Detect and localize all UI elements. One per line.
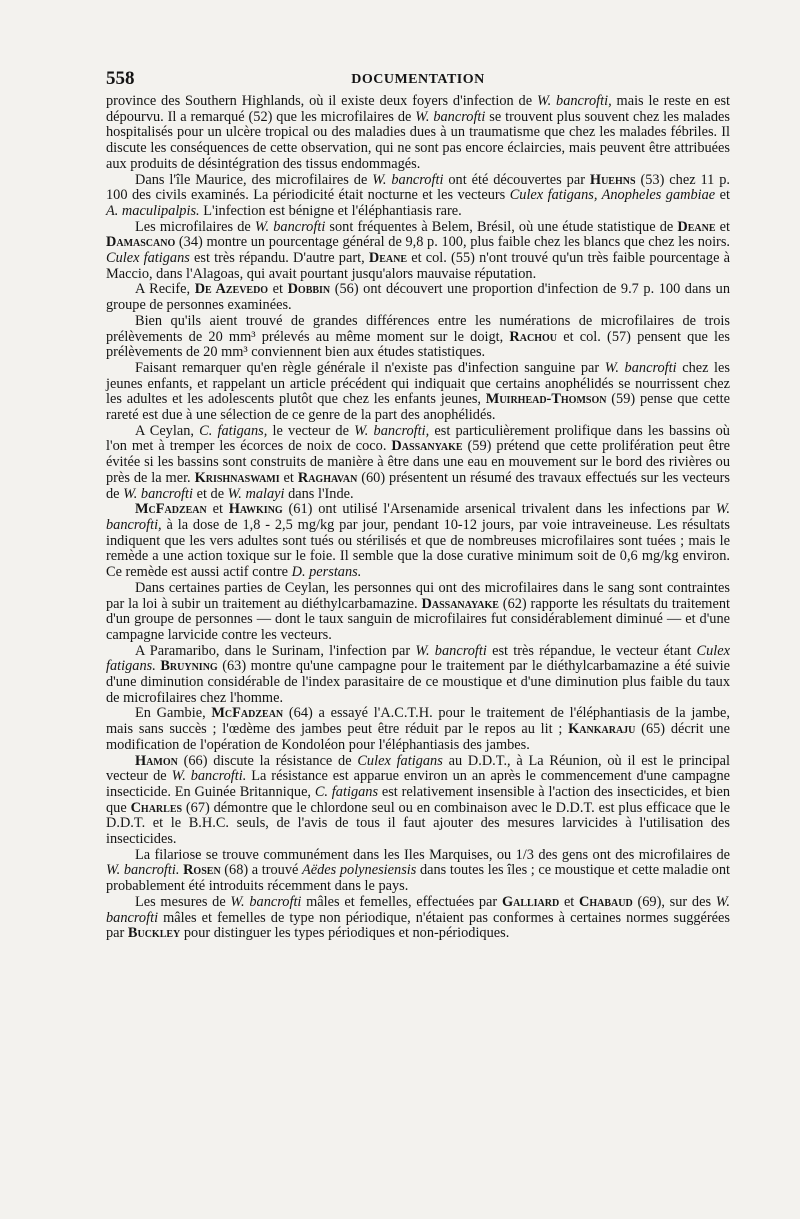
- author-name: Damascano: [106, 234, 176, 251]
- page-header: [106, 66, 730, 94]
- text-run: et col. (55) n'ont trouvé qu'un très faible pourcentage à Maccio, dans l'Alagoas, qui avait pourtant jusqu'alors mauvaise réputation.: [106, 250, 730, 282]
- text-run: (34) montre un pourcentage général de 9,8 p. 100, plus faible chez les blancs que chez les noirs.: [175, 234, 730, 251]
- text-run: (53) chez 11 p. 100 des civils examinés. La périodicité était nocturne et les vecteurs: [106, 171, 730, 204]
- text-run: et de: [193, 485, 228, 502]
- text-run: et: [715, 218, 730, 235]
- italic-text: W. malayi: [227, 485, 285, 502]
- italic-text: W. bancrofti.: [106, 862, 180, 879]
- text-run: (63) montre qu'une campagne pour le traitement par le diéthylcarbamazine a été suivie d'une diminution considérable de l'index parasitaire de ce moustique et d'une diminution plus faible du taux de microfilaires chez l'homme.: [106, 658, 730, 706]
- text-run: le vecteur de: [267, 422, 355, 439]
- text-run: dans l'Inde.: [284, 485, 354, 502]
- body-text: [106, 94, 730, 942]
- italic-text: Culex fatigans.: [106, 642, 730, 675]
- text-run: (66) discute la résistance de: [177, 752, 358, 769]
- paragraph: [106, 754, 730, 848]
- italic-text: W. bancrofti: [604, 359, 677, 376]
- author-name: Bruyning: [160, 658, 218, 675]
- author-name: Raghavan: [297, 469, 358, 486]
- text-run: (60) présentent un résumé des travaux effectués sur les vecteurs de: [106, 469, 730, 502]
- text-run: et: [206, 501, 229, 518]
- author-name: McFadzean: [211, 705, 284, 722]
- page-number: 558: [106, 68, 135, 89]
- text-run: Dans l'île Maurice, des microfilaires de: [135, 171, 373, 188]
- italic-text: Aëdes polynesiensis: [302, 862, 417, 879]
- text-run: province des Southern Highlands, où il existe deux foyers d'infection de: [106, 93, 537, 109]
- running-title: DOCUMENTATION: [351, 72, 485, 87]
- text-run: A Ceylan,: [135, 422, 200, 439]
- paragraph: [106, 706, 730, 753]
- italic-text: W. bancrofti: [106, 893, 730, 926]
- author-name: Rosen: [183, 862, 221, 879]
- italic-text: W. bancrofti: [230, 893, 302, 910]
- author-name: Chabaud: [579, 893, 633, 910]
- author-name: Kankaraju: [568, 721, 636, 738]
- text-run: Les mesures de: [135, 893, 231, 910]
- text-run: et: [268, 281, 288, 298]
- italic-text: W. bancrofti: [415, 108, 486, 125]
- paragraph: [106, 361, 730, 424]
- text-run: Dans certaines parties de Ceylan, les personnes qui ont des microfilaires dans le sang sont contraintes par la loi à subir un traitement au diéthylcarbamazine.: [106, 579, 730, 612]
- italic-text: Culex fatigans, Anopheles gambiae: [509, 187, 716, 204]
- author-name: Muirhead-Thomson: [485, 391, 607, 408]
- author-name: Hamon: [135, 752, 178, 769]
- italic-text: W. bancrofti: [372, 171, 444, 188]
- text-run: La filariose se trouve communément dans les Iles Marquises, ou 1/3 des gens ont des microfilaires de: [135, 846, 730, 863]
- text-run: se trouvent plus souvent chez les malades hospitalisés pour un ulcère tropical ou des maladies dues à un traumatisme que chez les malades fébriles. Il discute les conséquences de cette observation, qui ne sont pas encore éclaircies, mais peuvent être attribuées aux produits de désintégration des tissus endommagés.: [106, 108, 730, 172]
- author-name: Charles: [130, 799, 183, 816]
- paragraph: [106, 424, 730, 503]
- author-name: Dobbin: [287, 281, 331, 298]
- text-run: A Recife,: [135, 281, 195, 298]
- author-name: Dassanayake: [421, 595, 499, 612]
- author-name: Deane: [368, 250, 408, 267]
- italic-text: W. bancrofti: [415, 642, 487, 659]
- text-run: A Paramaribo, dans le Surinam, l'infection par: [135, 642, 416, 659]
- document-page: [106, 66, 730, 942]
- paragraph: [106, 94, 730, 173]
- text-run: chez les jeunes enfants, et rappelant un article précédent qui indiquait que certains anophélidés se nourrissent chez les adultes et les adolescents plutôt que chez les enfants jeunes,: [106, 359, 730, 408]
- text-run: ont été découvertes par: [443, 171, 590, 188]
- paragraph: [106, 644, 730, 707]
- text-run: est très répandu. D'autre part,: [189, 250, 369, 267]
- text-run: et: [559, 893, 580, 910]
- text-run: sont fréquentes à Belem, Brésil, où une étude statistique de: [325, 218, 678, 235]
- text-run: mâles et femelles, effectuées par: [301, 893, 502, 910]
- italic-text: Culex fatigans: [357, 752, 443, 769]
- italic-text: W. bancrofti: [123, 485, 193, 502]
- italic-text: W. bancrofti.: [171, 768, 247, 785]
- text-run: (67) démontre que le chlordone seul ou en combinaison avec le D.D.T. est plus efficace que le D.D.T. et le B.H.C. seuls, de l'avis de tous il faut ajouter des mesures larvicides à l'utilisation des insecticides.: [106, 799, 731, 848]
- text-run: mâles et femelles de type non périodique, n'étaient pas conformes à certaines normes suggérées par: [106, 909, 730, 942]
- author-name: Hawking: [228, 501, 283, 518]
- text-run: L'infection est bénigne et l'éléphantiasis rare.: [199, 202, 462, 219]
- italic-text: W. bancrofti,: [354, 422, 430, 439]
- text-run: (61) ont utilisé l'Arsenamide arsenical trivalent dans les infections par: [282, 501, 716, 518]
- text-run: (59) prétend que cette prolifération peut être évitée si les bassins sont construits de manière à être dans une eau en mouvement sur le bord des rivières ou près de la mer.: [106, 438, 731, 486]
- text-run: La résistance est apparue environ un an après le commencement d'une campagne insecticide. En Guinée Britannique,: [106, 768, 731, 800]
- text-run: dans toutes les îles ; ce moustique et cette maladie ont probablement été introduits récemment dans le pays.: [106, 862, 730, 895]
- text-run: pour distinguer les types périodiques et non-périodiques.: [180, 925, 510, 942]
- paragraph: [106, 173, 730, 220]
- text-run: et col. (57) pensent que les prélèvements de 20 mm³ conviennent bien aux études statistiques.: [106, 328, 730, 361]
- italic-text: A. maculipalpis.: [106, 202, 200, 219]
- paragraph: [106, 502, 730, 581]
- text-run: au D.D.T., à La Réunion, où il est le principal vecteur de: [106, 752, 730, 785]
- italic-text: C. fatigans: [314, 783, 379, 800]
- italic-text: W. bancrofti,: [536, 93, 612, 109]
- paragraph: [106, 895, 730, 942]
- text-run: (62) rapporte les résultats du traitement d'un groupe de personnes — dont le taux sanguin de microfilaires fut considérablement diminué — et d'une campagne larvicide contre les vecteurs.: [106, 595, 730, 643]
- author-name: Dassanyake: [391, 438, 463, 455]
- author-name: Deane: [677, 218, 716, 235]
- text-run: (64) a essayé l'A.C.T.H. pour le traitement de l'éléphantiasis de la jambe, mais sans succès ; l'œdème des jambes peut être réduit par le repos au lit ;: [106, 705, 730, 738]
- text-run: Bien qu'ils aient trouvé de grandes différences entre les numérations de microfilaires de trois prélèvements de 20 mm³ prélevés au même moment sur le doigt,: [106, 312, 730, 345]
- italic-text: Culex fatigans: [106, 250, 190, 267]
- italic-text: W. bancrofti: [254, 218, 326, 235]
- author-name: Huehns: [589, 171, 636, 188]
- text-run: à la dose de 1,8 - 2,5 mg/kg par jour, pendant 10-12 jours, par voie intraveineuse. Les résultats indiquent que les vers adultes sont tués ou stérilisés et que de nombreuses microfilaires sont tuées ; mais le remède a une action toxique sur le foie. Il semble que la dose curative minimum soit de 0,6 mg/kg environ. Ce remède est aussi actif contre: [106, 516, 730, 581]
- text-run: et: [715, 187, 730, 204]
- text-run: (69), sur des: [632, 893, 716, 910]
- text-run: est relativement insensible à l'action des insecticides, et bien que: [106, 783, 731, 816]
- text-run: et: [279, 469, 298, 486]
- text-run: (56) ont découvert une proportion d'infection de 9.7 p. 100 dans un groupe de personnes examinées.: [106, 281, 730, 314]
- italic-text: D. perstans.: [291, 564, 362, 581]
- author-name: De Azevedo: [194, 281, 269, 298]
- text-run: (65) décrit une modification de l'opération de Kondoléon pour l'éléphantiasis des jambes.: [106, 721, 730, 753]
- author-name: Rachou: [509, 328, 558, 345]
- author-name: Krishnaswami: [194, 469, 280, 486]
- author-name: Galliard: [501, 893, 560, 910]
- paragraph: [106, 220, 730, 283]
- text-run: (59) pense que cette rareté est due à une sélection de ce genre de la part des anophélidés.: [106, 391, 730, 424]
- text-run: est particulièrement prolifique dans les bassins où l'on met à tremper les écorces de noix de coco.: [106, 422, 730, 455]
- text-run: mais le reste en est dépourvu. Il a remarqué (52) que les microfilaires de: [106, 93, 731, 125]
- italic-text: W. bancrofti,: [106, 501, 730, 533]
- text-run: (68) a trouvé: [220, 862, 302, 879]
- paragraph: [106, 282, 730, 313]
- italic-text: C. fatigans,: [199, 422, 268, 439]
- paragraph: [106, 314, 730, 361]
- text-run: Faisant remarquer qu'en règle générale il n'existe pas d'infection sanguine par: [135, 359, 605, 376]
- author-name: Buckley: [127, 925, 181, 942]
- paragraph: [106, 848, 730, 895]
- text-run: En Gambie,: [135, 705, 212, 722]
- paragraph: [106, 581, 730, 644]
- text-run: est très répandue, le vecteur étant: [486, 642, 697, 659]
- text-run: Les microfilaires de: [135, 218, 255, 235]
- author-name: McFadzean: [135, 501, 207, 518]
